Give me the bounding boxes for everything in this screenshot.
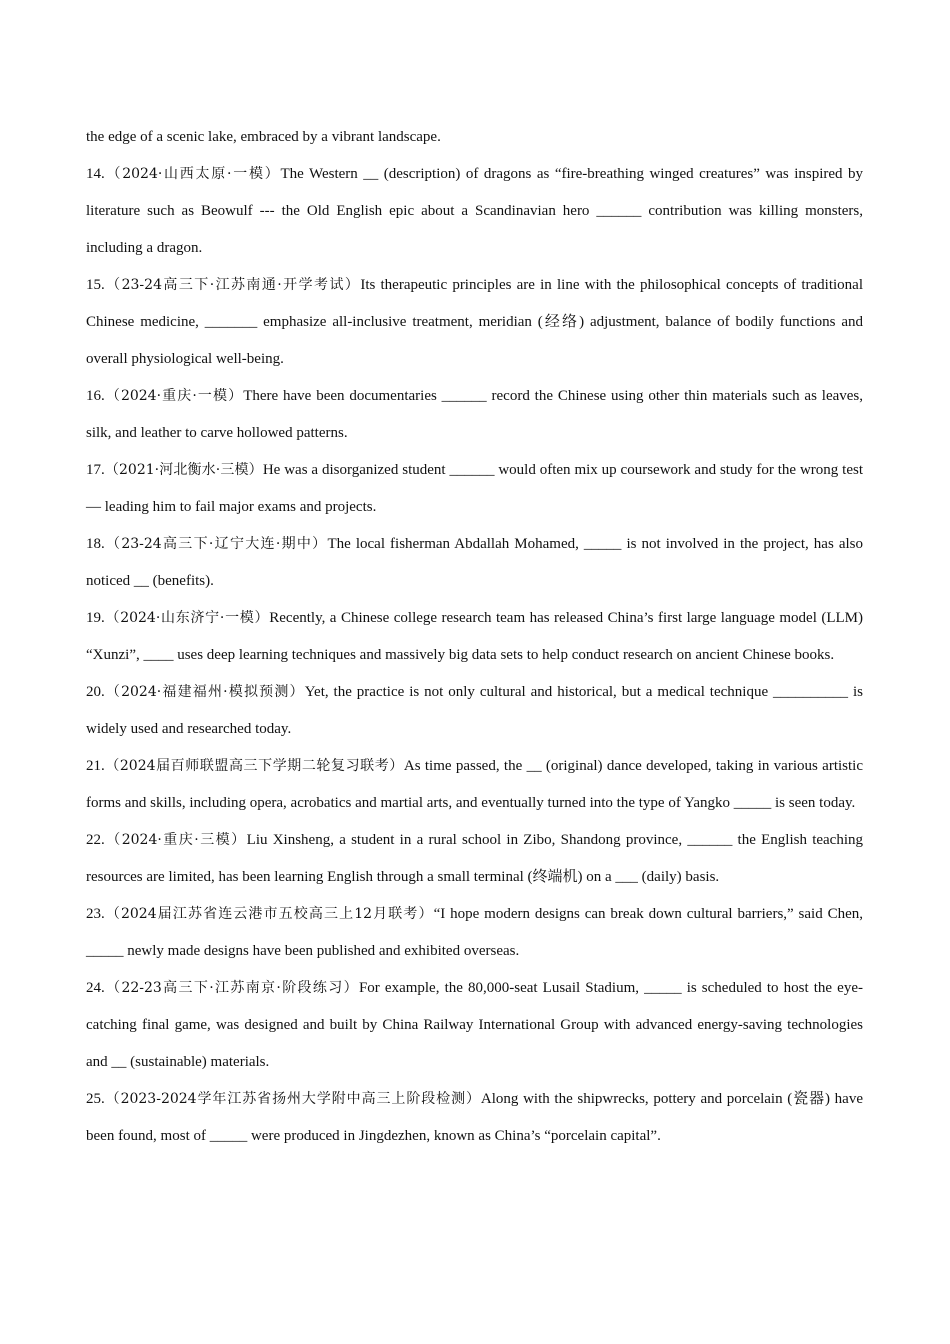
question-source: （23-24高三下·江苏南通·开学考试）: [104, 277, 361, 293]
question-text: The Western __ (description) of dragons as “fire-breathing winged creatures” was inspired by literature such as Beowulf --- the Old English epic about a Scandinavian hero ______ contribution was killing monsters, including a dragon.: [86, 166, 864, 256]
question-20: [86, 674, 863, 748]
question-15: [86, 267, 863, 378]
question-text: There have been documentaries ______ record the Chinese using other thin materials such as leaves, silk, and leather to carve hollowed patterns.: [86, 388, 864, 441]
question-source: （23-24高三下·辽宁大连·期中）: [104, 536, 328, 552]
question-source: （2024·重庆·三模）: [104, 832, 247, 848]
question-source: （2024·福建福州·模拟预测）: [104, 684, 305, 700]
question-number: 15.: [86, 277, 105, 293]
question-source: （2024·山西太原·一模）: [104, 166, 281, 182]
question-number: 21.: [86, 758, 105, 774]
question-23: [86, 896, 863, 970]
question-number: 19.: [86, 610, 105, 626]
document-body: [86, 119, 863, 1155]
question-21: [86, 748, 863, 822]
question-number: 18.: [86, 536, 105, 552]
question-19: [86, 600, 863, 674]
question-number: 16.: [86, 388, 105, 404]
question-source: （2024届江苏省连云港市五校高三上12月联考）: [104, 906, 434, 922]
question-text: “I hope modern designs can break down cultural barriers,” said Chen, _____ newly made designs have been published and exhibited overseas.: [86, 906, 863, 959]
lead-text: the edge of a scenic lake, embraced by a vibrant landscape.: [86, 129, 441, 145]
question-number: 22.: [86, 832, 105, 848]
question-24: [86, 970, 863, 1081]
question-source: （2023-2024学年江苏省扬州大学附中高三上阶段检测）: [104, 1091, 481, 1107]
question-number: 24.: [86, 980, 105, 996]
question-text: Its therapeutic principles are in line with the philosophical concepts of traditional Chinese medicine, _______ emphasize all-inclusive treatment, meridian (经络) adjustment, balance of bodily functions and overall physiological well-being.: [86, 277, 863, 367]
question-number: 17.: [86, 462, 105, 478]
question-source: （2024届百师联盟高三下学期二轮复习联考）: [104, 758, 404, 774]
question-text: He was a disorganized student ______ would often mix up coursework and study for the wrong test— leading him to fail major exams and projects.: [86, 462, 864, 515]
question-text: As time passed, the __ (original) dance developed, taking in various artistic forms and skills, including opera, acrobatics and martial arts, and eventually turned into the type of Yangko _____ is seen today.: [86, 758, 863, 811]
question-source: （22-23高三下·江苏南京·阶段练习）: [104, 980, 359, 996]
question-number: 25.: [86, 1091, 105, 1107]
question-source: （2024·重庆·一模）: [104, 388, 244, 404]
question-source: （2021·河北衡水·三模）: [104, 462, 263, 478]
question-text: For example, the 80,000-seat Lusail Stadium, _____ is scheduled to host the eye-catching final game, was designed and built by China Railway International Group with advanced energy-saving technologies and __ (sustainable) materials.: [86, 980, 863, 1070]
question-text: Yet, the practice is not only cultural and historical, but a medical technique __________ is widely used and researched today.: [86, 684, 863, 737]
question-text: The local fisherman Abdallah Mohamed, _____ is not involved in the project, has also noticed __ (benefits).: [86, 536, 863, 589]
question-14: [86, 156, 863, 267]
question-number: 23.: [86, 906, 105, 922]
question-16: [86, 378, 863, 452]
question-number: 20.: [86, 684, 105, 700]
lead-paragraph: [86, 119, 863, 156]
question-18: [86, 526, 863, 600]
question-source: （2024·山东济宁·一模）: [104, 610, 270, 626]
question-17: [86, 452, 863, 526]
question-text: Liu Xinsheng, a student in a rural school in Zibo, Shandong province, ______ the English teaching resources are limited, has been learning English through a small terminal (终端机) on a ___ (daily) basis.: [86, 832, 864, 885]
question-text: Recently, a Chinese college research team has released China’s first large language model (LLM) “Xunzi”, ____ uses deep learning techniques and massively big data sets to help conduct research on ancient Chinese books.: [86, 610, 864, 663]
question-number: 14.: [86, 166, 105, 182]
question-22: [86, 822, 863, 896]
question-text: Along with the shipwrecks, pottery and porcelain (瓷器) have been found, most of _____ were produced in Jingdezhen, known as China’s “porcelain capital”.: [86, 1091, 863, 1144]
question-25: [86, 1081, 863, 1155]
